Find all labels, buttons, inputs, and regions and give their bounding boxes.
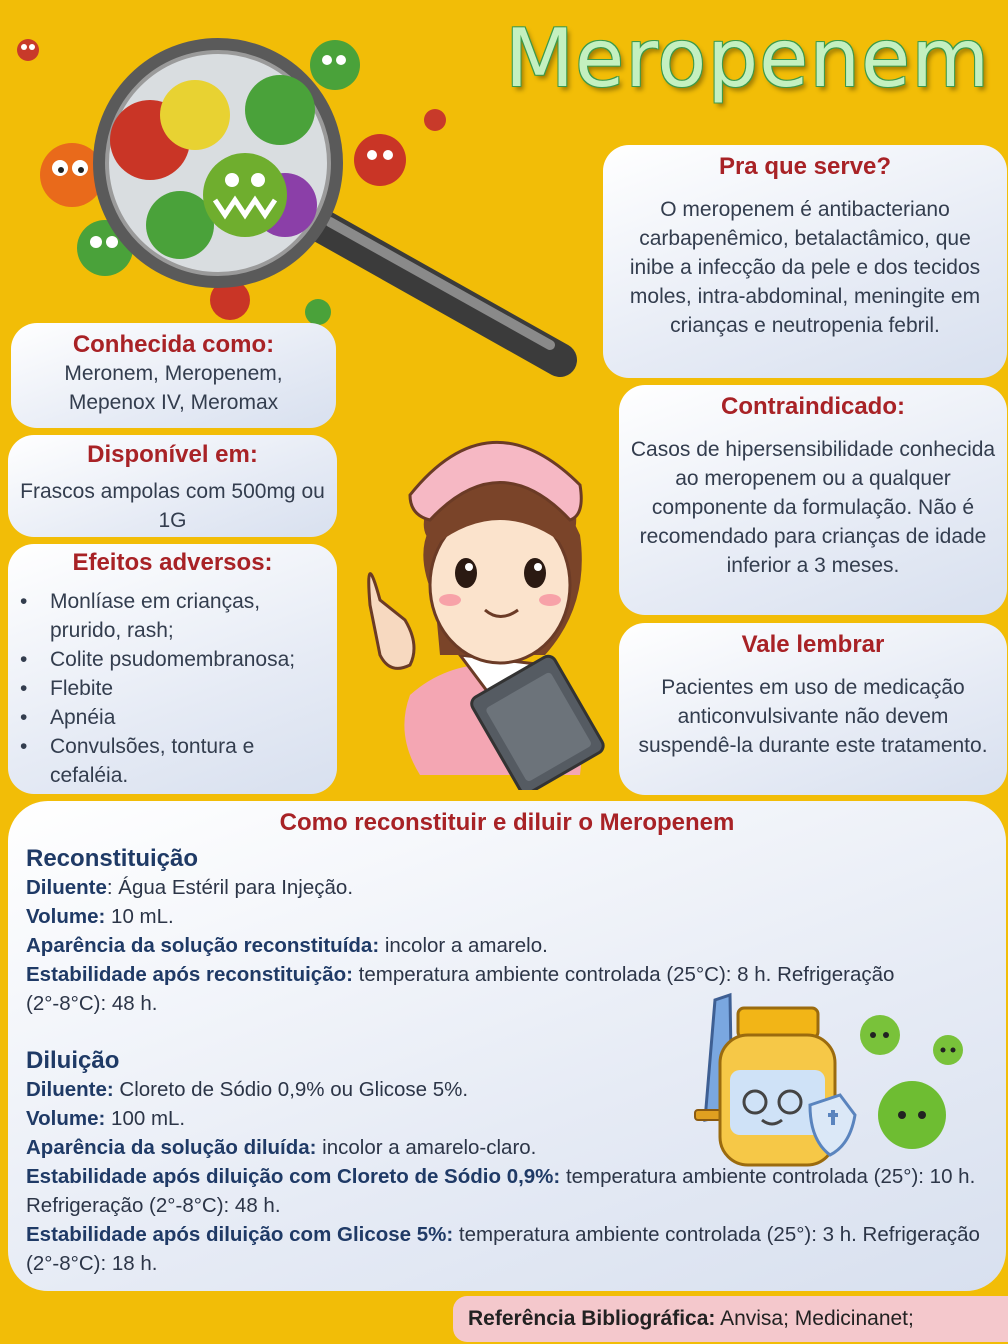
pra-que-serve-heading: Pra que serve? bbox=[718, 153, 892, 180]
list-item: • Convulsões, tontura e cefaléia. bbox=[12, 732, 333, 790]
conhecida-card bbox=[11, 323, 336, 428]
list-item: • Flebite bbox=[12, 674, 333, 703]
recon-value: 10 mL. bbox=[105, 905, 174, 928]
efeitos-card bbox=[8, 544, 337, 794]
medicine-bottle-illustration bbox=[680, 990, 980, 1175]
list-item: • Colite psudomembranosa; bbox=[12, 645, 333, 674]
recon-line bbox=[26, 873, 988, 902]
recon-line bbox=[26, 902, 988, 931]
nurse-illustration bbox=[340, 405, 620, 790]
dil-label: Estabilidade após diluição com Glicose 5%: bbox=[26, 1223, 454, 1246]
contraindicado-text: Casos de hipersensibilidade conhecida ao meropenem ou a qualquer componente da formulação. Não é recomendado para crianças de idade inferior a 3 meses. bbox=[630, 438, 996, 577]
efeitos-heading: Efeitos adversos: bbox=[72, 549, 273, 576]
list-item: • Monlíase em crianças, prurido, rash; bbox=[12, 587, 333, 645]
recon-value: : Água Estéril para Injeção. bbox=[106, 876, 354, 899]
dil-label: Aparência da solução diluída: bbox=[26, 1136, 317, 1159]
vale-lembrar-text: Pacientes em uso de medicação anticonvulsivante não devem suspendê-la durante este tratamento. bbox=[638, 676, 988, 757]
pra-que-serve-card bbox=[603, 145, 1007, 378]
recon-label: Estabilidade após reconstituição: bbox=[26, 963, 353, 986]
germ-icon bbox=[17, 39, 39, 61]
disponivel-heading: Disponível em: bbox=[87, 441, 258, 468]
recon-label: Diluente bbox=[26, 876, 107, 899]
page-title: Meropenem bbox=[505, 12, 991, 105]
dil-value: Cloreto de Sódio 0,9% ou Glicose 5%. bbox=[113, 1078, 469, 1101]
dil-label: Estabilidade após diluição com Cloreto de Sódio 0,9%: bbox=[26, 1165, 561, 1188]
reconstituir-heading: Como reconstituir e diluir o Meropenem bbox=[279, 809, 735, 836]
germ-icon bbox=[933, 1035, 963, 1065]
disponivel-card bbox=[8, 435, 337, 537]
germ-icon bbox=[878, 1081, 946, 1149]
germ-icon bbox=[860, 1015, 900, 1055]
reference-label: Referência Bibliográfica: bbox=[468, 1307, 716, 1330]
vale-lembrar-heading: Vale lembrar bbox=[741, 631, 885, 658]
germ-icon bbox=[354, 134, 406, 186]
dil-label: Volume: bbox=[26, 1107, 106, 1130]
dil-value: incolor a amarelo-claro. bbox=[316, 1136, 537, 1159]
recon-label: Volume: bbox=[26, 905, 106, 928]
vale-lembrar-card bbox=[619, 623, 1007, 795]
dil-line bbox=[26, 1220, 988, 1278]
recon-value: incolor a amarelo. bbox=[379, 934, 548, 957]
reference-bar bbox=[453, 1296, 1008, 1342]
recon-line bbox=[26, 931, 988, 960]
efeitos-list bbox=[12, 587, 333, 790]
contraindicado-heading: Contraindicado: bbox=[721, 393, 905, 420]
conhecida-heading: Conhecida como: bbox=[72, 331, 275, 358]
contraindicado-card bbox=[619, 385, 1007, 615]
recon-label: Aparência da solução reconstituída: bbox=[26, 934, 380, 957]
dil-label: Diluente: bbox=[26, 1078, 114, 1101]
dil-value: temperatura ambiente controlada (25°): 3 h. Refrigeração (2°-8°C): 18 h. bbox=[26, 1223, 980, 1275]
germ-icon bbox=[310, 40, 360, 90]
recon-value: temperatura ambiente controlada (25°C): 8 h. Refrigeração (2°-8°C): 48 h. bbox=[26, 963, 895, 1015]
disponivel-text: Frascos ampolas com 500mg ou 1G bbox=[20, 480, 325, 532]
conhecida-text: Meronem, Meropenem, Mepenox IV, Meromax bbox=[64, 362, 283, 414]
reconstituicao-title: Reconstituição bbox=[26, 845, 199, 872]
diluicao-title: Diluição bbox=[26, 1047, 120, 1074]
list-item: • Apnéia bbox=[12, 703, 333, 732]
dil-value: temperatura ambiente controlada (25°): 10 h. Refrigeração (2°-8°C): 48 h. bbox=[26, 1165, 976, 1217]
dil-value: 100 mL. bbox=[105, 1107, 186, 1130]
pra-que-serve-text: O meropenem é antibacteriano carbapenêmico, betalactâmico, que inibe a infecção da pele e dos tecidos moles, intra-abdominal, meningite em crianças e neutropenia febril. bbox=[629, 198, 981, 337]
reference-value: Anvisa; Medicinanet; bbox=[715, 1307, 914, 1330]
